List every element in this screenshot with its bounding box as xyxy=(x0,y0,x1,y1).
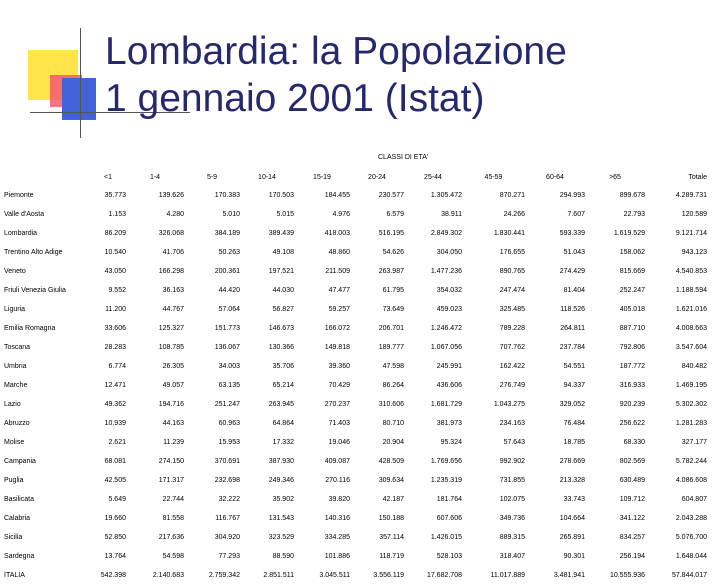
value-cell: 10.939 xyxy=(104,420,126,427)
total-cell: 1.281.283 xyxy=(675,420,707,427)
value-cell: 436.606 xyxy=(436,382,462,389)
column-header: 25-44 xyxy=(424,174,442,181)
value-cell: 792.806 xyxy=(619,344,645,351)
value-cell: 44.767 xyxy=(162,306,184,313)
value-cell: 104.664 xyxy=(559,515,585,522)
value-cell: 1.477.236 xyxy=(430,268,462,275)
value-cell: 607.606 xyxy=(436,515,462,522)
value-cell: 278.669 xyxy=(559,458,585,465)
total-cell: 9.121.714 xyxy=(675,230,707,237)
value-cell: 630.489 xyxy=(619,477,645,484)
value-cell: 251.247 xyxy=(214,401,240,408)
value-cell: 18.785 xyxy=(563,439,585,446)
value-cell: 102.075 xyxy=(499,496,525,503)
value-cell: 357.114 xyxy=(379,534,404,541)
region-name: Campania xyxy=(4,458,36,465)
total-cell: 5.302.302 xyxy=(675,401,707,408)
value-cell: 418.003 xyxy=(324,230,350,237)
value-cell: 187.772 xyxy=(619,363,645,370)
value-cell: 35.902 xyxy=(272,496,294,503)
value-cell: 20.904 xyxy=(382,439,404,446)
value-cell: 39.360 xyxy=(328,363,350,370)
region-name: Molise xyxy=(4,439,25,446)
value-cell: 1.305.472 xyxy=(430,192,462,199)
value-cell: 5.010 xyxy=(222,211,240,218)
value-cell: 265.891 xyxy=(559,534,585,541)
total-cell: 1.188.594 xyxy=(675,287,707,294)
value-cell: 47.477 xyxy=(328,287,350,294)
value-cell: 1.681.729 xyxy=(430,401,462,408)
value-cell: 2.851.511 xyxy=(263,572,294,579)
value-cell: 86.264 xyxy=(382,382,404,389)
column-header: >65 xyxy=(609,174,621,181)
column-header: 5-9 xyxy=(206,174,218,181)
value-cell: 270.116 xyxy=(325,477,350,484)
value-cell: 263.945 xyxy=(268,401,294,408)
value-cell: 13.764 xyxy=(104,553,126,560)
value-cell: 789.228 xyxy=(499,325,525,332)
total-cell: 4.289.731 xyxy=(675,192,707,199)
value-cell: 76.484 xyxy=(563,420,585,427)
value-cell: 166.072 xyxy=(324,325,350,332)
table-row xyxy=(4,452,707,471)
table-row xyxy=(4,357,707,376)
value-cell: 94.337 xyxy=(563,382,585,389)
value-cell: 1.043.275 xyxy=(493,401,525,408)
value-cell: 802.569 xyxy=(619,458,645,465)
value-cell: 63.135 xyxy=(218,382,240,389)
value-cell: 118.719 xyxy=(379,553,404,560)
value-cell: 118.526 xyxy=(560,306,585,313)
value-cell: 48.860 xyxy=(328,249,350,256)
title-line-1: Lombardia: la Popolazione xyxy=(105,30,567,73)
column-header: 20-24 xyxy=(368,174,386,181)
value-cell: 11.017.889 xyxy=(490,572,525,579)
value-cell: 409.087 xyxy=(324,458,350,465)
value-cell: 890.765 xyxy=(499,268,525,275)
value-cell: 12.471 xyxy=(104,382,126,389)
value-cell: 36.163 xyxy=(162,287,184,294)
value-cell: 162.422 xyxy=(499,363,525,370)
value-cell: 140.316 xyxy=(324,515,350,522)
value-cell: 7.607 xyxy=(567,211,585,218)
value-cell: 146.673 xyxy=(268,325,294,332)
value-cell: 44.420 xyxy=(218,287,240,294)
value-cell: 213.328 xyxy=(559,477,585,484)
value-cell: 1.246.472 xyxy=(430,325,462,332)
value-cell: 71.403 xyxy=(328,420,350,427)
value-cell: 44.163 xyxy=(162,420,184,427)
value-cell: 131.543 xyxy=(268,515,294,522)
value-cell: 49.362 xyxy=(104,401,126,408)
total-cell: 120.589 xyxy=(681,211,707,218)
value-cell: 309.634 xyxy=(378,477,404,484)
value-cell: 171.317 xyxy=(158,477,184,484)
value-cell: 73.649 xyxy=(382,306,404,313)
value-cell: 41.706 xyxy=(162,249,184,256)
value-cell: 11.239 xyxy=(163,439,184,446)
value-cell: 49.057 xyxy=(162,382,184,389)
total-cell: 5.076.700 xyxy=(675,534,707,541)
value-cell: 6.579 xyxy=(386,211,404,218)
value-cell: 232.698 xyxy=(214,477,240,484)
region-name: Abruzzo xyxy=(4,420,30,427)
value-cell: 4.280 xyxy=(166,211,184,218)
value-cell: 22.793 xyxy=(623,211,645,218)
value-cell: 200.361 xyxy=(214,268,240,275)
value-cell: 81.404 xyxy=(563,287,585,294)
value-cell: 274.150 xyxy=(158,458,184,465)
value-cell: 10.555.936 xyxy=(609,572,645,579)
region-name: Toscana xyxy=(4,344,31,351)
value-cell: 33.743 xyxy=(563,496,585,503)
table-row xyxy=(4,262,707,281)
value-cell: 354.032 xyxy=(436,287,462,294)
region-name: Valle d'Aosta xyxy=(4,211,45,218)
value-cell: 19.660 xyxy=(104,515,126,522)
column-header: 60-64 xyxy=(546,174,564,181)
table-row xyxy=(4,300,707,319)
table-row xyxy=(4,319,707,338)
value-cell: 54.598 xyxy=(162,553,184,560)
value-cell: 237.784 xyxy=(559,344,585,351)
value-cell: 59.257 xyxy=(328,306,350,313)
value-cell: 86.209 xyxy=(104,230,126,237)
table-row xyxy=(4,414,707,433)
value-cell: 3.481.941 xyxy=(553,572,585,579)
value-cell: 28.283 xyxy=(104,344,126,351)
value-cell: 1.067.056 xyxy=(430,344,462,351)
value-cell: 920.239 xyxy=(619,401,645,408)
value-cell: 1.153 xyxy=(108,211,126,218)
value-cell: 151.773 xyxy=(214,325,240,332)
value-cell: 149.818 xyxy=(324,344,350,351)
decorative-blue-square xyxy=(62,78,96,120)
total-cell: 4.086.608 xyxy=(675,477,707,484)
value-cell: 176.655 xyxy=(499,249,525,256)
value-cell: 387.930 xyxy=(268,458,294,465)
value-cell: 428.509 xyxy=(378,458,404,465)
column-header-row xyxy=(4,170,707,186)
table-row xyxy=(4,376,707,395)
value-cell: 11.200 xyxy=(105,306,126,313)
value-cell: 22.744 xyxy=(162,496,184,503)
region-name: Lombardia xyxy=(4,230,38,237)
value-cell: 116.767 xyxy=(215,515,240,522)
value-cell: 2.849.302 xyxy=(430,230,462,237)
value-cell: 349.736 xyxy=(499,515,525,522)
value-cell: 1.619.529 xyxy=(613,230,645,237)
value-cell: 263.987 xyxy=(378,268,404,275)
table-row xyxy=(4,433,707,452)
value-cell: 316.933 xyxy=(619,382,645,389)
value-cell: 276.749 xyxy=(499,382,525,389)
column-header: 1-4 xyxy=(149,174,161,181)
value-cell: 35.773 xyxy=(104,192,126,199)
column-header: 10-14 xyxy=(258,174,276,181)
value-cell: 304.050 xyxy=(436,249,462,256)
table-row xyxy=(4,566,707,585)
total-cell: 5.782.244 xyxy=(675,458,707,465)
region-name: Basilicata xyxy=(4,496,34,503)
value-cell: 211.509 xyxy=(325,268,350,275)
value-cell: 234.163 xyxy=(499,420,525,427)
value-cell: 39.820 xyxy=(328,496,350,503)
value-cell: 2.621 xyxy=(108,439,126,446)
value-cell: 80.710 xyxy=(382,420,404,427)
table-row xyxy=(4,186,707,205)
decorative-vertical-line xyxy=(80,28,81,138)
value-cell: 304.920 xyxy=(214,534,240,541)
age-classes-header: CLASSI DI ETA' xyxy=(378,154,429,161)
slide-title xyxy=(105,28,705,122)
total-cell: 943.123 xyxy=(681,249,707,256)
value-cell: 77.293 xyxy=(218,553,240,560)
value-cell: 329.052 xyxy=(559,401,585,408)
value-cell: 593.339 xyxy=(559,230,585,237)
table-row xyxy=(4,395,707,414)
value-cell: 459.023 xyxy=(436,306,462,313)
value-cell: 90.301 xyxy=(563,553,585,560)
value-cell: 528.103 xyxy=(436,553,462,560)
value-cell: 158.062 xyxy=(619,249,645,256)
value-cell: 899.678 xyxy=(619,192,645,199)
value-cell: 33.606 xyxy=(104,325,126,332)
value-cell: 34.003 xyxy=(218,363,240,370)
value-cell: 194.716 xyxy=(158,401,184,408)
value-cell: 170.503 xyxy=(268,192,294,199)
value-cell: 64.864 xyxy=(272,420,294,427)
value-cell: 270.237 xyxy=(324,401,350,408)
value-cell: 389.439 xyxy=(268,230,294,237)
region-name: Sicilia xyxy=(4,534,23,541)
value-cell: 323.529 xyxy=(268,534,294,541)
total-cell: 1.648.044 xyxy=(675,553,707,560)
value-cell: 294.993 xyxy=(559,192,585,199)
value-cell: 61.795 xyxy=(382,287,404,294)
value-cell: 42.187 xyxy=(382,496,404,503)
value-cell: 181.764 xyxy=(436,496,462,503)
value-cell: 50.263 xyxy=(218,249,240,256)
table-body xyxy=(4,186,707,585)
value-cell: 60.963 xyxy=(218,420,240,427)
value-cell: 1.769.656 xyxy=(430,458,462,465)
value-cell: 189.777 xyxy=(378,344,404,351)
value-cell: 42.505 xyxy=(104,477,126,484)
region-name: Trentino Alto Adige xyxy=(4,249,63,256)
value-cell: 834.257 xyxy=(619,534,645,541)
value-cell: 125.327 xyxy=(158,325,184,332)
table-row xyxy=(4,547,707,566)
total-cell: 604.807 xyxy=(681,496,707,503)
total-cell: 2.043.288 xyxy=(675,515,707,522)
region-name: Calabria xyxy=(4,515,31,522)
value-cell: 139.626 xyxy=(158,192,184,199)
region-column-header xyxy=(4,170,90,186)
value-cell: 3.045.511 xyxy=(319,572,350,579)
region-name: Umbria xyxy=(4,363,27,370)
value-cell: 887.710 xyxy=(619,325,645,332)
value-cell: 88.590 xyxy=(272,553,294,560)
value-cell: 2.759.342 xyxy=(208,572,240,579)
value-cell: 19.046 xyxy=(328,439,350,446)
value-cell: 197.521 xyxy=(268,268,294,275)
value-cell: 370.691 xyxy=(214,458,240,465)
value-cell: 3.556.119 xyxy=(373,572,404,579)
value-cell: 17.332 xyxy=(272,439,294,446)
value-cell: 108.785 xyxy=(158,344,184,351)
table-row xyxy=(4,243,707,262)
value-cell: 2.140.683 xyxy=(152,572,184,579)
value-cell: 166.298 xyxy=(158,268,184,275)
population-table xyxy=(4,170,707,585)
value-cell: 245.991 xyxy=(436,363,462,370)
value-cell: 815.669 xyxy=(619,268,645,275)
value-cell: 206.701 xyxy=(378,325,404,332)
value-cell: 57.064 xyxy=(218,306,240,313)
value-cell: 381.973 xyxy=(436,420,462,427)
value-cell: 516.195 xyxy=(378,230,404,237)
value-cell: 170.383 xyxy=(214,192,240,199)
value-cell: 52.850 xyxy=(104,534,126,541)
value-cell: 249.346 xyxy=(268,477,294,484)
value-cell: 731.855 xyxy=(499,477,525,484)
value-cell: 384.189 xyxy=(214,230,240,237)
total-cell: 4.008.663 xyxy=(675,325,707,332)
total-cell: 3.547.604 xyxy=(675,344,707,351)
value-cell: 325.485 xyxy=(499,306,525,313)
value-cell: 54.551 xyxy=(563,363,585,370)
total-cell: 327.177 xyxy=(681,439,707,446)
value-cell: 1.426.015 xyxy=(430,534,462,541)
value-cell: 65.214 xyxy=(272,382,294,389)
value-cell: 264.811 xyxy=(560,325,585,332)
value-cell: 870.271 xyxy=(499,192,525,199)
value-cell: 47.598 xyxy=(382,363,404,370)
value-cell: 889.315 xyxy=(499,534,525,541)
value-cell: 1.235.319 xyxy=(430,477,462,484)
value-cell: 70.429 xyxy=(328,382,350,389)
value-cell: 230.577 xyxy=(378,192,404,199)
value-cell: 9.552 xyxy=(108,287,126,294)
table-row xyxy=(4,281,707,300)
value-cell: 184.455 xyxy=(324,192,350,199)
table-row xyxy=(4,338,707,357)
region-name: Puglia xyxy=(4,477,24,484)
region-name: Marche xyxy=(4,382,28,389)
value-cell: 5.015 xyxy=(276,211,294,218)
value-cell: 334.285 xyxy=(324,534,350,541)
value-cell: 247.474 xyxy=(499,287,525,294)
value-cell: 217.636 xyxy=(158,534,184,541)
value-cell: 542.398 xyxy=(100,572,126,579)
value-cell: 150.188 xyxy=(378,515,404,522)
total-cell: 1.469.195 xyxy=(675,382,707,389)
title-line-2: 1 gennaio 2001 (Istat) xyxy=(105,77,485,120)
value-cell: 32.222 xyxy=(218,496,240,503)
value-cell: 68.081 xyxy=(104,458,126,465)
value-cell: 57.643 xyxy=(503,439,525,446)
column-header: <1 xyxy=(104,174,112,181)
value-cell: 252.247 xyxy=(619,287,645,294)
value-cell: 26.305 xyxy=(162,363,184,370)
table-row xyxy=(4,528,707,547)
table-row xyxy=(4,224,707,243)
region-name: Veneto xyxy=(4,268,26,275)
value-cell: 56.827 xyxy=(272,306,294,313)
column-header: 15-19 xyxy=(313,174,331,181)
value-cell: 49.108 xyxy=(272,249,294,256)
value-cell: 256.622 xyxy=(619,420,645,427)
value-cell: 54.626 xyxy=(382,249,404,256)
value-cell: 5.649 xyxy=(108,496,126,503)
value-cell: 81.558 xyxy=(162,515,184,522)
value-cell: 326.068 xyxy=(158,230,184,237)
region-name: Emilia Romagna xyxy=(4,325,56,332)
region-name: ITALIA xyxy=(4,572,25,579)
region-name: Friuli Venezia Giulia xyxy=(4,287,66,294)
column-header-total: Totale xyxy=(688,174,707,181)
value-cell: 4.976 xyxy=(332,211,350,218)
table-row xyxy=(4,205,707,224)
value-cell: 38.911 xyxy=(441,211,462,218)
value-cell: 274.429 xyxy=(559,268,585,275)
value-cell: 6.774 xyxy=(108,363,126,370)
value-cell: 310.606 xyxy=(378,401,404,408)
value-cell: 35.706 xyxy=(272,363,294,370)
value-cell: 136.067 xyxy=(214,344,240,351)
value-cell: 95.324 xyxy=(440,439,462,446)
region-name: Liguria xyxy=(4,306,26,313)
value-cell: 109.712 xyxy=(619,496,645,503)
value-cell: 101.886 xyxy=(324,553,350,560)
table-row xyxy=(4,471,707,490)
value-cell: 43.050 xyxy=(104,268,126,275)
region-name: Piemonte xyxy=(4,192,34,199)
value-cell: 68.330 xyxy=(623,439,645,446)
value-cell: 24.266 xyxy=(503,211,525,218)
value-cell: 707.762 xyxy=(499,344,525,351)
total-cell: 840.482 xyxy=(681,363,707,370)
value-cell: 992.902 xyxy=(499,458,525,465)
region-name: Lazio xyxy=(4,401,21,408)
value-cell: 15.953 xyxy=(218,439,240,446)
value-cell: 318.407 xyxy=(499,553,525,560)
total-cell: 1.621.016 xyxy=(675,306,707,313)
table-row xyxy=(4,509,707,528)
table-row xyxy=(4,490,707,509)
value-cell: 17.682.708 xyxy=(426,572,462,579)
total-cell: 57.844.017 xyxy=(671,572,707,579)
value-cell: 44.030 xyxy=(272,287,294,294)
value-cell: 51.043 xyxy=(563,249,585,256)
value-cell: 130.366 xyxy=(268,344,294,351)
total-cell: 4.540.853 xyxy=(675,268,707,275)
value-cell: 256.194 xyxy=(619,553,645,560)
value-cell: 405.018 xyxy=(619,306,645,313)
value-cell: 341.122 xyxy=(619,515,645,522)
value-cell: 1.830.441 xyxy=(493,230,525,237)
region-name: Sardegna xyxy=(4,553,35,560)
value-cell: 10.540 xyxy=(104,249,126,256)
column-header: 45-59 xyxy=(484,174,503,181)
